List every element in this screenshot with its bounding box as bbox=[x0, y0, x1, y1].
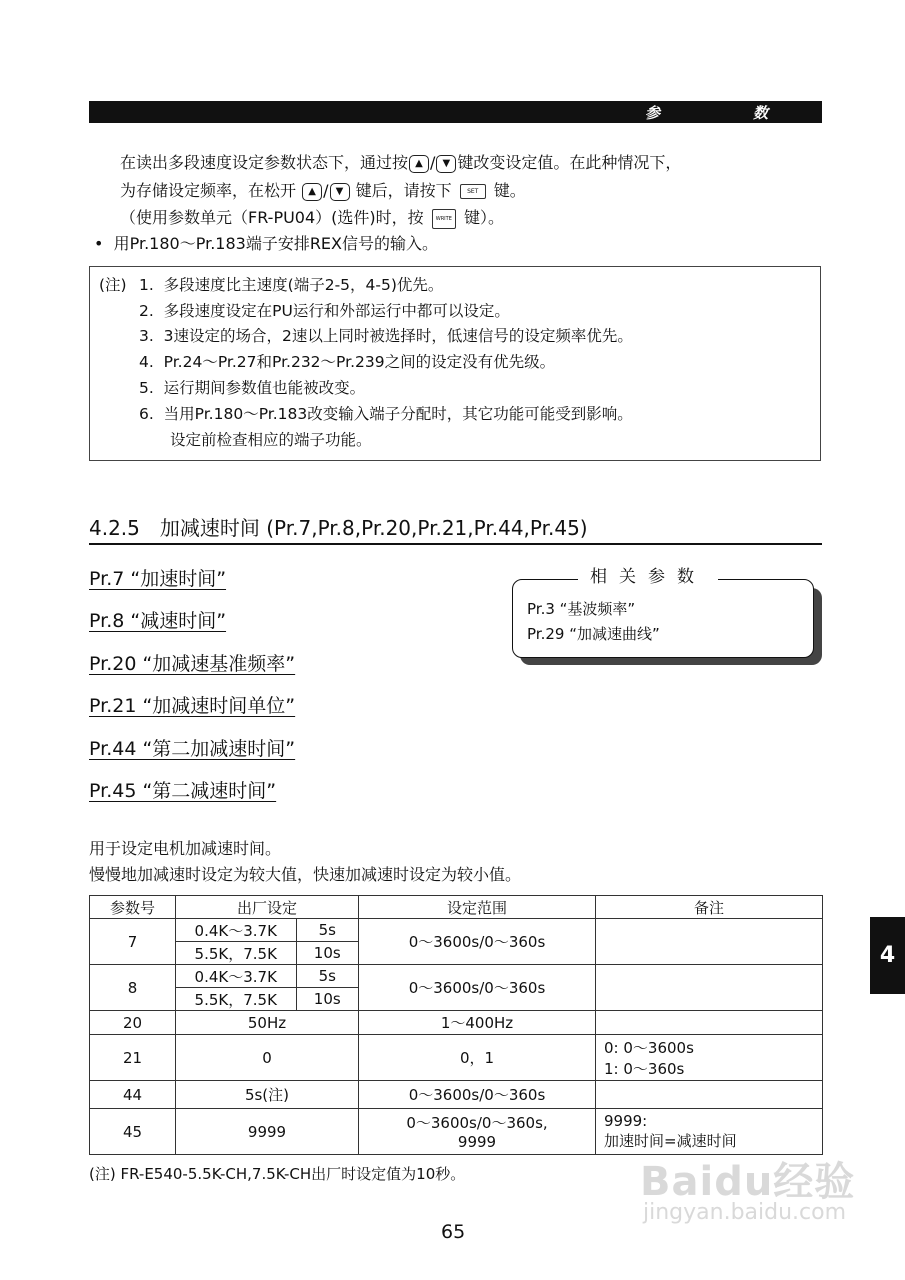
set-key-icon: SET bbox=[460, 184, 486, 199]
note-num: 6. bbox=[139, 405, 154, 423]
default-value: 5s bbox=[296, 965, 358, 988]
param-no: 20 bbox=[90, 1011, 176, 1035]
param-pr45-link[interactable]: Pr.45 “第二减速时间” bbox=[89, 780, 277, 802]
description-line-1: 用于设定电机加减速时间。 bbox=[89, 839, 282, 858]
remark-line: 0: 0～3600s bbox=[604, 1038, 694, 1057]
note-item bbox=[139, 352, 555, 372]
header-param-no: 参数号 bbox=[90, 896, 176, 919]
default-cell: 5s(注) bbox=[176, 1081, 359, 1109]
remarks-cell bbox=[596, 1011, 823, 1035]
range-cell: 0～3600s/0～360s bbox=[359, 919, 596, 965]
table-row bbox=[90, 1035, 823, 1081]
intro-line-3 bbox=[120, 207, 504, 229]
note-num: 4. bbox=[139, 353, 154, 371]
remarks-cell bbox=[596, 1035, 823, 1081]
intro-bullet bbox=[94, 233, 438, 255]
related-param-item[interactable]: Pr.3 “基波频率” bbox=[527, 600, 636, 618]
note-text: 多段速度设定在PU运行和外部运行中都可以设定。 bbox=[163, 302, 510, 320]
write-key-icon: WRITE bbox=[432, 209, 456, 229]
capacity: 0.4K～3.7K bbox=[194, 921, 277, 940]
description-line-2: 慢慢地加减速时设定为较大值，快速加减速时设定为较小值。 bbox=[89, 865, 522, 884]
bullet-text: 用Pr.180～Pr.183端子安排REX信号的输入。 bbox=[113, 234, 439, 253]
related-param-item[interactable]: Pr.29 “加减速曲线” bbox=[527, 625, 660, 643]
remarks-cell bbox=[596, 965, 823, 1011]
table-row bbox=[90, 1081, 823, 1109]
parameter-table bbox=[89, 895, 823, 1155]
table-row bbox=[90, 965, 823, 1011]
note-item bbox=[139, 275, 443, 295]
intro-text: 键。 bbox=[493, 181, 526, 200]
notes-prefix: (注) bbox=[99, 276, 127, 294]
param-pr21-link[interactable]: Pr.21 “加减速时间单位” bbox=[89, 695, 296, 717]
note-text: 当用Pr.180～Pr.183改变输入端子分配时，其它功能可能受到影响。 bbox=[163, 405, 633, 423]
note-text: Pr.24～Pr.27和Pr.232～Pr.239之间的设定没有优先级。 bbox=[163, 353, 556, 371]
capacity: 5.5K，7.5K bbox=[176, 942, 296, 965]
note-continuation: 设定前检查相应的端子功能。 bbox=[170, 431, 372, 449]
param-no: 44 bbox=[90, 1081, 176, 1109]
capacity: 0.4K～3.7K bbox=[194, 967, 277, 986]
table-footnote: (注) FR-E540-5.5K-CH,7.5K-CH出厂时设定值为10秒。 bbox=[89, 1165, 466, 1183]
param-no: 7 bbox=[90, 919, 176, 965]
remarks-cell bbox=[596, 1109, 823, 1155]
remarks-cell bbox=[596, 1081, 823, 1109]
range-line: 9999 bbox=[457, 1133, 497, 1151]
intro-text: （使用参数单元（FR-PU04）(选件)时，按 bbox=[120, 208, 424, 227]
param-pr8-link[interactable]: Pr.8 “减速时间” bbox=[89, 610, 227, 632]
note-text: 运行期间参数值也能被改变。 bbox=[163, 379, 366, 397]
bullet-icon: • bbox=[94, 234, 104, 253]
note-num: 5. bbox=[139, 379, 154, 397]
table-header-row bbox=[90, 896, 823, 919]
header-label-right: 数 bbox=[753, 104, 769, 122]
param-no: 21 bbox=[90, 1035, 176, 1081]
default-value: 5s bbox=[296, 919, 358, 942]
header-default: 出厂设定 bbox=[176, 896, 359, 919]
header-range: 设定范围 bbox=[359, 896, 596, 919]
param-pr7-link[interactable]: Pr.7 “加速时间” bbox=[89, 568, 227, 590]
slash: / bbox=[430, 153, 436, 172]
header-remarks: 备注 bbox=[596, 896, 823, 919]
related-params-title: 相关参数 bbox=[578, 562, 718, 587]
intro-text: 键）。 bbox=[463, 208, 504, 227]
remark-line: 加速时间=减速时间 bbox=[604, 1132, 737, 1150]
note-num: 3. bbox=[139, 327, 154, 345]
note-item bbox=[139, 378, 365, 398]
note-item bbox=[139, 404, 633, 424]
range-line: 0～3600s/0～360s, bbox=[406, 1114, 548, 1132]
range-cell bbox=[359, 1109, 596, 1155]
param-no: 45 bbox=[90, 1109, 176, 1155]
note-num: 2. bbox=[139, 302, 154, 320]
intro-line-1 bbox=[120, 152, 681, 174]
capacity: 5.5K，7.5K bbox=[176, 988, 296, 1011]
default-cell: 50Hz bbox=[176, 1011, 359, 1035]
note-num: 1. bbox=[139, 276, 154, 294]
page-number: 65 bbox=[441, 1221, 466, 1243]
note-text: 多段速度比主速度(端子2-5，4-5)优先。 bbox=[163, 276, 444, 294]
param-pr44-link[interactable]: Pr.44 “第二加减速时间” bbox=[89, 738, 296, 760]
default-cell bbox=[176, 919, 359, 965]
intro-text: 键改变设定值。在此种情况下， bbox=[457, 153, 682, 172]
range-cell: 0～3600s/0～360s bbox=[359, 1081, 596, 1109]
remark-line: 9999: bbox=[604, 1112, 648, 1130]
table-row bbox=[90, 1011, 823, 1035]
default-cell: 0 bbox=[176, 1035, 359, 1081]
table-row bbox=[90, 919, 823, 965]
down-key-icon: ▼ bbox=[436, 155, 456, 173]
default-cell bbox=[176, 965, 359, 1011]
section-rule bbox=[89, 543, 822, 545]
note-item bbox=[139, 326, 633, 346]
section-title: 4.2.5 加减速时间 (Pr.7,Pr.8,Pr.20,Pr.21,Pr.44,Pr.45) bbox=[89, 516, 588, 540]
param-pr20-link[interactable]: Pr.20 “加减速基准频率” bbox=[89, 653, 296, 675]
table-row bbox=[90, 1109, 823, 1155]
param-no: 8 bbox=[90, 965, 176, 1011]
intro-text: 为存储设定频率，在松开 bbox=[120, 181, 297, 200]
default-value: 10s bbox=[296, 988, 358, 1011]
baidu-watermark-url: jingyan.baidu.com bbox=[643, 1200, 847, 1225]
range-cell: 1～400Hz bbox=[359, 1011, 596, 1035]
down-key-icon: ▼ bbox=[330, 183, 350, 201]
baidu-watermark: Baidu经验 bbox=[640, 1159, 856, 1205]
header-bar bbox=[89, 101, 822, 123]
intro-text: 键后，请按下 bbox=[355, 181, 452, 200]
remarks-cell bbox=[596, 919, 823, 965]
header-label-left: 参 bbox=[645, 104, 661, 122]
intro-line-2 bbox=[120, 180, 526, 202]
range-cell: 0～3600s/0～360s bbox=[359, 965, 596, 1011]
default-value: 10s bbox=[296, 942, 358, 965]
note-text: 3速设定的场合，2速以上同时被选择时，低速信号的设定频率优先。 bbox=[163, 327, 633, 345]
default-cell: 9999 bbox=[176, 1109, 359, 1155]
up-key-icon: ▲ bbox=[302, 183, 322, 201]
slash: / bbox=[323, 181, 329, 200]
note-item bbox=[139, 301, 510, 321]
range-cell: 0，1 bbox=[359, 1035, 596, 1081]
up-key-icon: ▲ bbox=[409, 155, 429, 173]
remark-line: 1: 0～360s bbox=[604, 1059, 685, 1078]
chapter-tab[interactable]: 4 bbox=[870, 917, 905, 994]
intro-text: 在读出多段速度设定参数状态下，通过按 bbox=[120, 153, 409, 172]
